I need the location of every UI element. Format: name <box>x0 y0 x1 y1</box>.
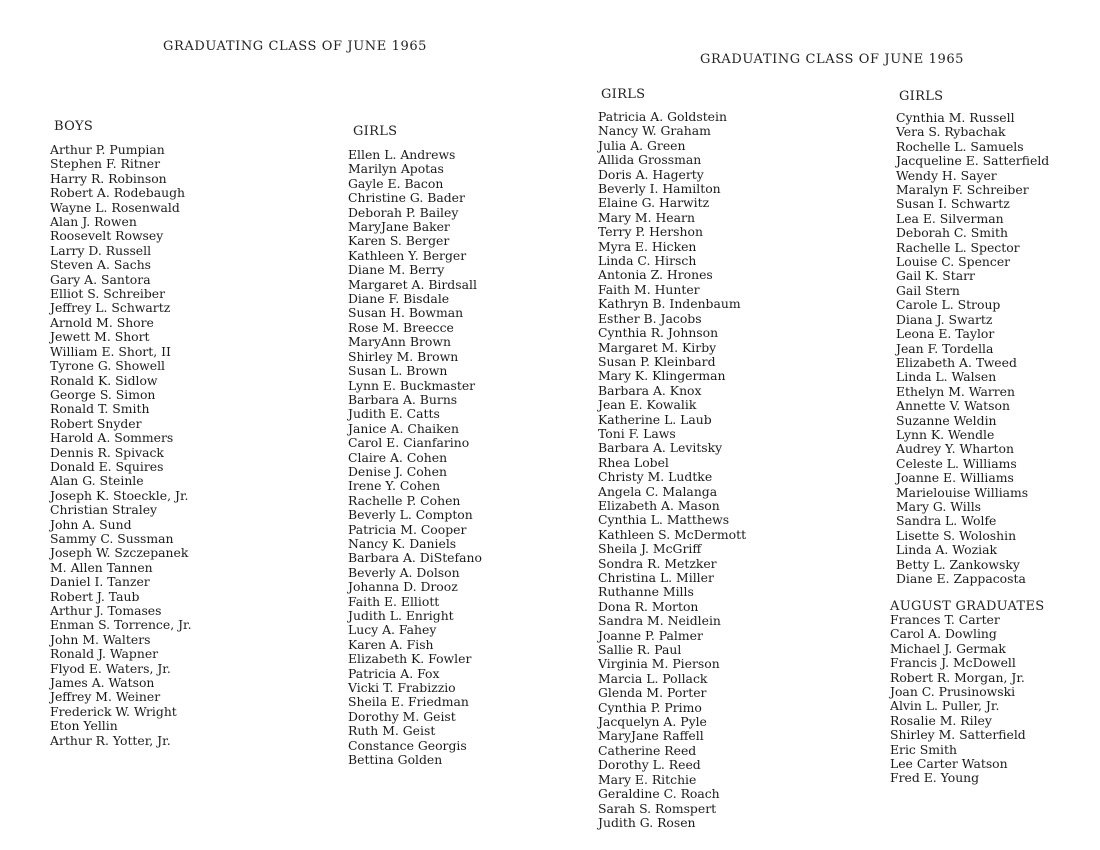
graduate-name: Christian Straley <box>50 502 158 518</box>
graduate-name: Sandra M. Neidlein <box>598 613 721 629</box>
graduate-name: Vera S. Rybachak <box>896 124 1006 140</box>
graduate-name: Joan C. Prusinowski <box>890 684 1016 700</box>
graduate-name: Cynthia M. Russell <box>896 110 1015 125</box>
graduate-name: Alan G. Steinle <box>50 473 144 489</box>
graduate-name: Robert Snyder <box>50 415 142 431</box>
graduate-name: Eric Smith <box>890 741 957 757</box>
graduate-name: MaryJane Baker <box>348 219 450 235</box>
graduate-name: Jean E. Kowalik <box>598 397 697 413</box>
graduate-name: Marielouise Williams <box>896 484 1029 500</box>
graduate-name: John A. Sund <box>50 516 132 532</box>
graduate-name: Antonia Z. Hrones <box>598 267 713 283</box>
graduate-name: Ronald J. Wapner <box>50 646 159 662</box>
graduate-name: Judith L. Enright <box>348 608 454 623</box>
graduate-name: Sandra L. Wolfe <box>896 513 997 529</box>
graduate-name: Sheila E. Friedman <box>348 694 469 710</box>
left-girls-heading: GIRLS <box>353 124 398 139</box>
graduate-name: Roosevelt Rowsey <box>50 228 164 244</box>
graduate-name: Rachelle P. Cohen <box>348 492 461 508</box>
graduate-name: Marcia L. Pollack <box>598 670 708 686</box>
graduate-name: Rose M. Breecce <box>348 319 454 335</box>
graduate-name: Sarah S. Romspert <box>598 800 717 816</box>
graduate-name: Barbara A. DiStefano <box>348 550 482 566</box>
graduate-name: Christy M. Ludtke <box>598 469 713 485</box>
graduate-name: Rosalie M. Riley <box>890 712 992 728</box>
graduate-name: Barbara A. Knox <box>598 382 702 398</box>
graduate-name: Carol E. Cianfarino <box>348 435 470 451</box>
graduate-name: Patricia A. Goldstein <box>598 109 727 124</box>
graduate-name: Constance Georgis <box>348 737 467 753</box>
graduate-name: Elaine G. Harwitz <box>598 195 710 211</box>
graduate-name: Frances T. Carter <box>890 612 1000 627</box>
graduate-name: Gail Stern <box>896 282 960 298</box>
graduate-name: Rhea Lobel <box>598 454 669 470</box>
graduate-name: Ronald T. Smith <box>50 401 150 417</box>
graduate-name: Celeste L. Williams <box>896 455 1017 471</box>
boys-list <box>50 143 192 748</box>
graduate-name: Sallie R. Paul <box>598 642 682 658</box>
graduate-name: Christina L. Miller <box>598 570 714 585</box>
graduate-name: Lynn E. Buckmaster <box>348 377 476 393</box>
graduate-name: Arthur J. Tomases <box>50 603 162 618</box>
graduate-name: Gary A. Santora <box>50 271 151 287</box>
graduate-name: Patricia A. Fox <box>348 665 440 681</box>
graduate-name: MaryJane Raffell <box>598 728 704 744</box>
graduate-name: Joseph K. Stoeckle, Jr. <box>50 487 189 503</box>
graduate-name: Daniel I. Tanzer <box>50 574 150 590</box>
graduate-name: Margaret M. Kirby <box>598 339 717 355</box>
graduate-name: Dona R. Morton <box>598 598 699 614</box>
graduate-name: Toni F. Laws <box>598 425 676 441</box>
graduate-name: Dorothy M. Geist <box>348 708 456 724</box>
graduate-name: Margaret A. Birdsall <box>348 276 477 292</box>
graduate-name: Gail K. Starr <box>896 268 975 284</box>
graduate-name: Leona E. Taylor <box>896 326 995 342</box>
graduate-name: Joanne E. Williams <box>896 470 1014 486</box>
graduate-name: Judith G. Rosen <box>598 814 696 830</box>
graduate-name: Christine G. Bader <box>348 190 465 206</box>
graduate-name: Cynthia R. Johnson <box>598 325 719 341</box>
graduate-name: Deborah P. Bailey <box>348 204 459 220</box>
graduate-name: Faith E. Elliott <box>348 593 440 609</box>
graduate-name: Jacqueline E. Satterfield <box>896 153 1050 169</box>
graduate-name: Esther B. Jacobs <box>598 310 702 326</box>
graduate-name: Alan J. Rowen <box>50 214 137 230</box>
graduate-name: Doris A. Hagerty <box>598 166 704 182</box>
graduate-name: Beverly L. Compton <box>348 507 473 523</box>
graduate-name: Louise C. Spencer <box>896 254 1011 270</box>
graduate-name: Terry P. Hershon <box>598 224 703 240</box>
graduate-name: Carol A. Dowling <box>890 626 997 642</box>
graduate-name: Glenda M. Porter <box>598 685 707 701</box>
graduate-name: Beverly I. Hamilton <box>598 181 721 197</box>
graduate-name: Enman S. Torrence, Jr. <box>50 617 192 633</box>
graduate-name: Susan I. Schwartz <box>896 196 1010 212</box>
graduate-name: Jeffrey M. Weiner <box>50 689 161 705</box>
graduate-name: Francis J. McDowell <box>890 655 1016 671</box>
graduate-name: Joseph W. Szczepanek <box>50 545 189 561</box>
graduate-name: Lea E. Silverman <box>896 210 1004 226</box>
graduate-name: Lee Carter Watson <box>890 756 1008 772</box>
graduate-name: Donald E. Squires <box>50 458 164 474</box>
graduate-name: Ruthanne Mills <box>598 584 694 600</box>
graduate-name: Wayne L. Rosenwald <box>50 199 180 215</box>
graduate-name: Katherine L. Laub <box>598 411 712 427</box>
graduate-name: Arnold M. Shore <box>50 314 154 330</box>
graduate-name: Jean F. Tordella <box>896 340 994 356</box>
graduate-name: Diana J. Swartz <box>896 311 993 327</box>
graduate-name: Ellen L. Andrews <box>348 147 456 162</box>
graduate-name: Audrey Y. Wharton <box>896 441 1014 457</box>
graduate-name: John M. Walters <box>50 631 151 647</box>
graduate-name: Marilyn Apotas <box>348 161 444 177</box>
graduate-name: Rachelle L. Spector <box>896 239 1020 255</box>
graduate-name: William E. Short, II <box>50 343 171 359</box>
graduate-name: Geraldine C. Roach <box>598 786 720 802</box>
graduate-name: Suzanne Weldin <box>896 412 997 428</box>
graduate-name: Lynn K. Wendle <box>896 426 995 442</box>
graduate-name: Harry R. Robinson <box>50 170 167 186</box>
august-graduates-list <box>890 613 1026 786</box>
right-girls-list-2 <box>896 111 1049 586</box>
graduate-name: Alvin L. Puller, Jr. <box>890 698 1000 714</box>
graduate-name: Cynthia L. Matthews <box>598 512 730 528</box>
graduate-name: Joanne P. Palmer <box>598 627 703 643</box>
boys-heading: BOYS <box>54 119 94 134</box>
graduate-name: Fred E. Young <box>890 770 980 786</box>
left-girls-list <box>348 148 482 767</box>
graduate-name: George S. Simon <box>50 386 156 402</box>
graduate-name: Ruth M. Geist <box>348 723 436 739</box>
graduate-name: Catherine Reed <box>598 742 697 758</box>
graduate-name: Judith E. Catts <box>348 406 440 422</box>
graduate-name: Deborah C. Smith <box>896 225 1008 241</box>
graduate-name: Ronald K. Sidlow <box>50 372 158 388</box>
graduate-name: Mary G. Wills <box>896 498 982 514</box>
graduate-name: Irene Y. Cohen <box>348 478 441 494</box>
graduate-name: Elizabeth K. Fowler <box>348 651 472 667</box>
graduate-name: Kathleen S. McDermott <box>598 526 747 542</box>
graduate-name: Patricia M. Cooper <box>348 521 467 537</box>
graduate-name: Jewett M. Short <box>50 329 150 345</box>
graduate-name: Johanna D. Drooz <box>348 579 458 595</box>
graduate-name: Faith M. Hunter <box>598 281 700 297</box>
graduate-name: Steven A. Sachs <box>50 257 152 273</box>
graduate-name: MaryAnn Brown <box>348 334 451 350</box>
graduate-name: Diane E. Zappacosta <box>896 571 1026 586</box>
graduate-name: Annette V. Watson <box>896 398 1010 414</box>
graduate-name: Lucy A. Fahey <box>348 622 437 638</box>
graduate-name: Kathleen Y. Berger <box>348 247 467 263</box>
graduate-name: Stephen F. Ritner <box>50 156 161 172</box>
graduate-name: Betty L. Zankowsky <box>896 556 1020 572</box>
august-graduates-heading: AUGUST GRADUATES <box>890 599 1045 614</box>
graduate-name: Diane F. Bisdale <box>348 291 450 307</box>
graduate-name: James A. Watson <box>50 675 155 691</box>
graduate-name: Robert J. Taub <box>50 588 140 604</box>
graduate-name: Linda L. Walsen <box>896 369 997 385</box>
graduate-name: Janice A. Chaiken <box>348 420 459 436</box>
graduate-name: Arthur P. Pumpian <box>50 142 165 157</box>
graduate-name: Sondra R. Metzker <box>598 555 717 571</box>
graduate-name: Claire A. Cohen <box>348 449 448 465</box>
graduate-name: Frederick W. Wright <box>50 703 177 719</box>
graduate-name: Robert R. Morgan, Jr. <box>890 669 1025 685</box>
graduate-name: Jacquelyn A. Pyle <box>598 714 707 730</box>
graduate-name: Arthur R. Yotter, Jr. <box>50 732 171 748</box>
graduate-name: Sammy C. Sussman <box>50 530 174 546</box>
graduate-name: M. Allen Tannen <box>50 559 153 575</box>
graduate-name: Angela C. Malanga <box>598 483 718 499</box>
graduate-name: Eton Yellin <box>50 718 118 734</box>
left-page-title: GRADUATING CLASS OF JUNE 1965 <box>163 39 428 54</box>
graduate-name: Karen S. Berger <box>348 233 450 249</box>
graduate-name: Wendy H. Sayer <box>896 167 997 183</box>
graduate-name: Shirley M. Brown <box>348 348 459 364</box>
graduate-name: Dennis R. Spivack <box>50 444 164 460</box>
graduate-name: Harold A. Sommers <box>50 430 174 446</box>
graduate-name: Maralyn F. Schreiber <box>896 182 1029 198</box>
graduate-name: Susan L. Brown <box>348 363 448 379</box>
graduate-name: Kathryn B. Indenbaum <box>598 296 741 312</box>
graduate-name: Diane M. Berry <box>348 262 445 278</box>
graduate-name: Mary M. Hearn <box>598 209 695 225</box>
graduate-name: Virginia M. Pierson <box>598 656 720 672</box>
right-girls-list-1 <box>598 110 746 830</box>
graduate-name: Elizabeth A. Mason <box>598 497 720 513</box>
graduate-name: Barbara A. Levitsky <box>598 440 723 456</box>
graduate-name: Robert A. Rodebaugh <box>50 185 185 201</box>
graduate-name: Larry D. Russell <box>50 242 152 258</box>
graduate-name: Denise J. Cohen <box>348 463 447 479</box>
graduate-name: Karen A. Fish <box>348 636 434 652</box>
graduate-name: Elliot S. Schreiber <box>50 286 166 302</box>
graduate-name: Bettina Golden <box>348 752 443 768</box>
graduate-name: Allida Grossman <box>598 152 702 168</box>
graduate-name: Flyod E. Waters, Jr. <box>50 660 171 676</box>
graduate-name: Linda C. Hirsch <box>598 253 697 269</box>
graduate-name: Nancy W. Graham <box>598 123 711 139</box>
graduate-name: Carole L. Stroup <box>896 297 1001 313</box>
graduate-name: Mary E. Ritchie <box>598 771 697 787</box>
graduate-name: Sheila J. McGriff <box>598 541 702 557</box>
graduate-name: Dorothy L. Reed <box>598 757 701 773</box>
graduate-name: Beverly A. Dolson <box>348 564 460 580</box>
graduate-name: Elizabeth A. Tweed <box>896 354 1017 370</box>
graduate-name: Mary K. Klingerman <box>598 368 726 384</box>
graduate-name: Jeffrey L. Schwartz <box>50 300 171 316</box>
graduate-name: Barbara A. Burns <box>348 391 458 407</box>
graduate-name: Lisette S. Woloshin <box>896 527 1017 543</box>
graduate-name: Myra E. Hicken <box>598 238 697 254</box>
graduate-name: Rochelle L. Samuels <box>896 138 1024 154</box>
graduate-name: Susan P. Kleinbard <box>598 353 716 369</box>
graduate-name: Cynthia P. Primo <box>598 699 702 715</box>
graduate-name: Tyrone G. Showell <box>50 358 166 374</box>
right-page-title: GRADUATING CLASS OF JUNE 1965 <box>700 52 965 67</box>
right-girls-heading-1: GIRLS <box>601 87 646 102</box>
right-girls-heading-2: GIRLS <box>899 89 944 104</box>
graduate-name: Shirley M. Satterfield <box>890 727 1026 743</box>
graduate-name: Michael J. Germak <box>890 640 1006 656</box>
graduate-name: Julia A. Green <box>598 137 686 153</box>
graduate-name: Nancy K. Daniels <box>348 535 457 551</box>
graduate-name: Susan H. Bowman <box>348 305 464 321</box>
graduate-name: Vicki T. Frabizzio <box>348 680 456 696</box>
graduate-name: Linda A. Woziak <box>896 542 997 558</box>
graduate-name: Ethelyn M. Warren <box>896 383 1015 399</box>
graduate-name: Gayle E. Bacon <box>348 175 444 191</box>
